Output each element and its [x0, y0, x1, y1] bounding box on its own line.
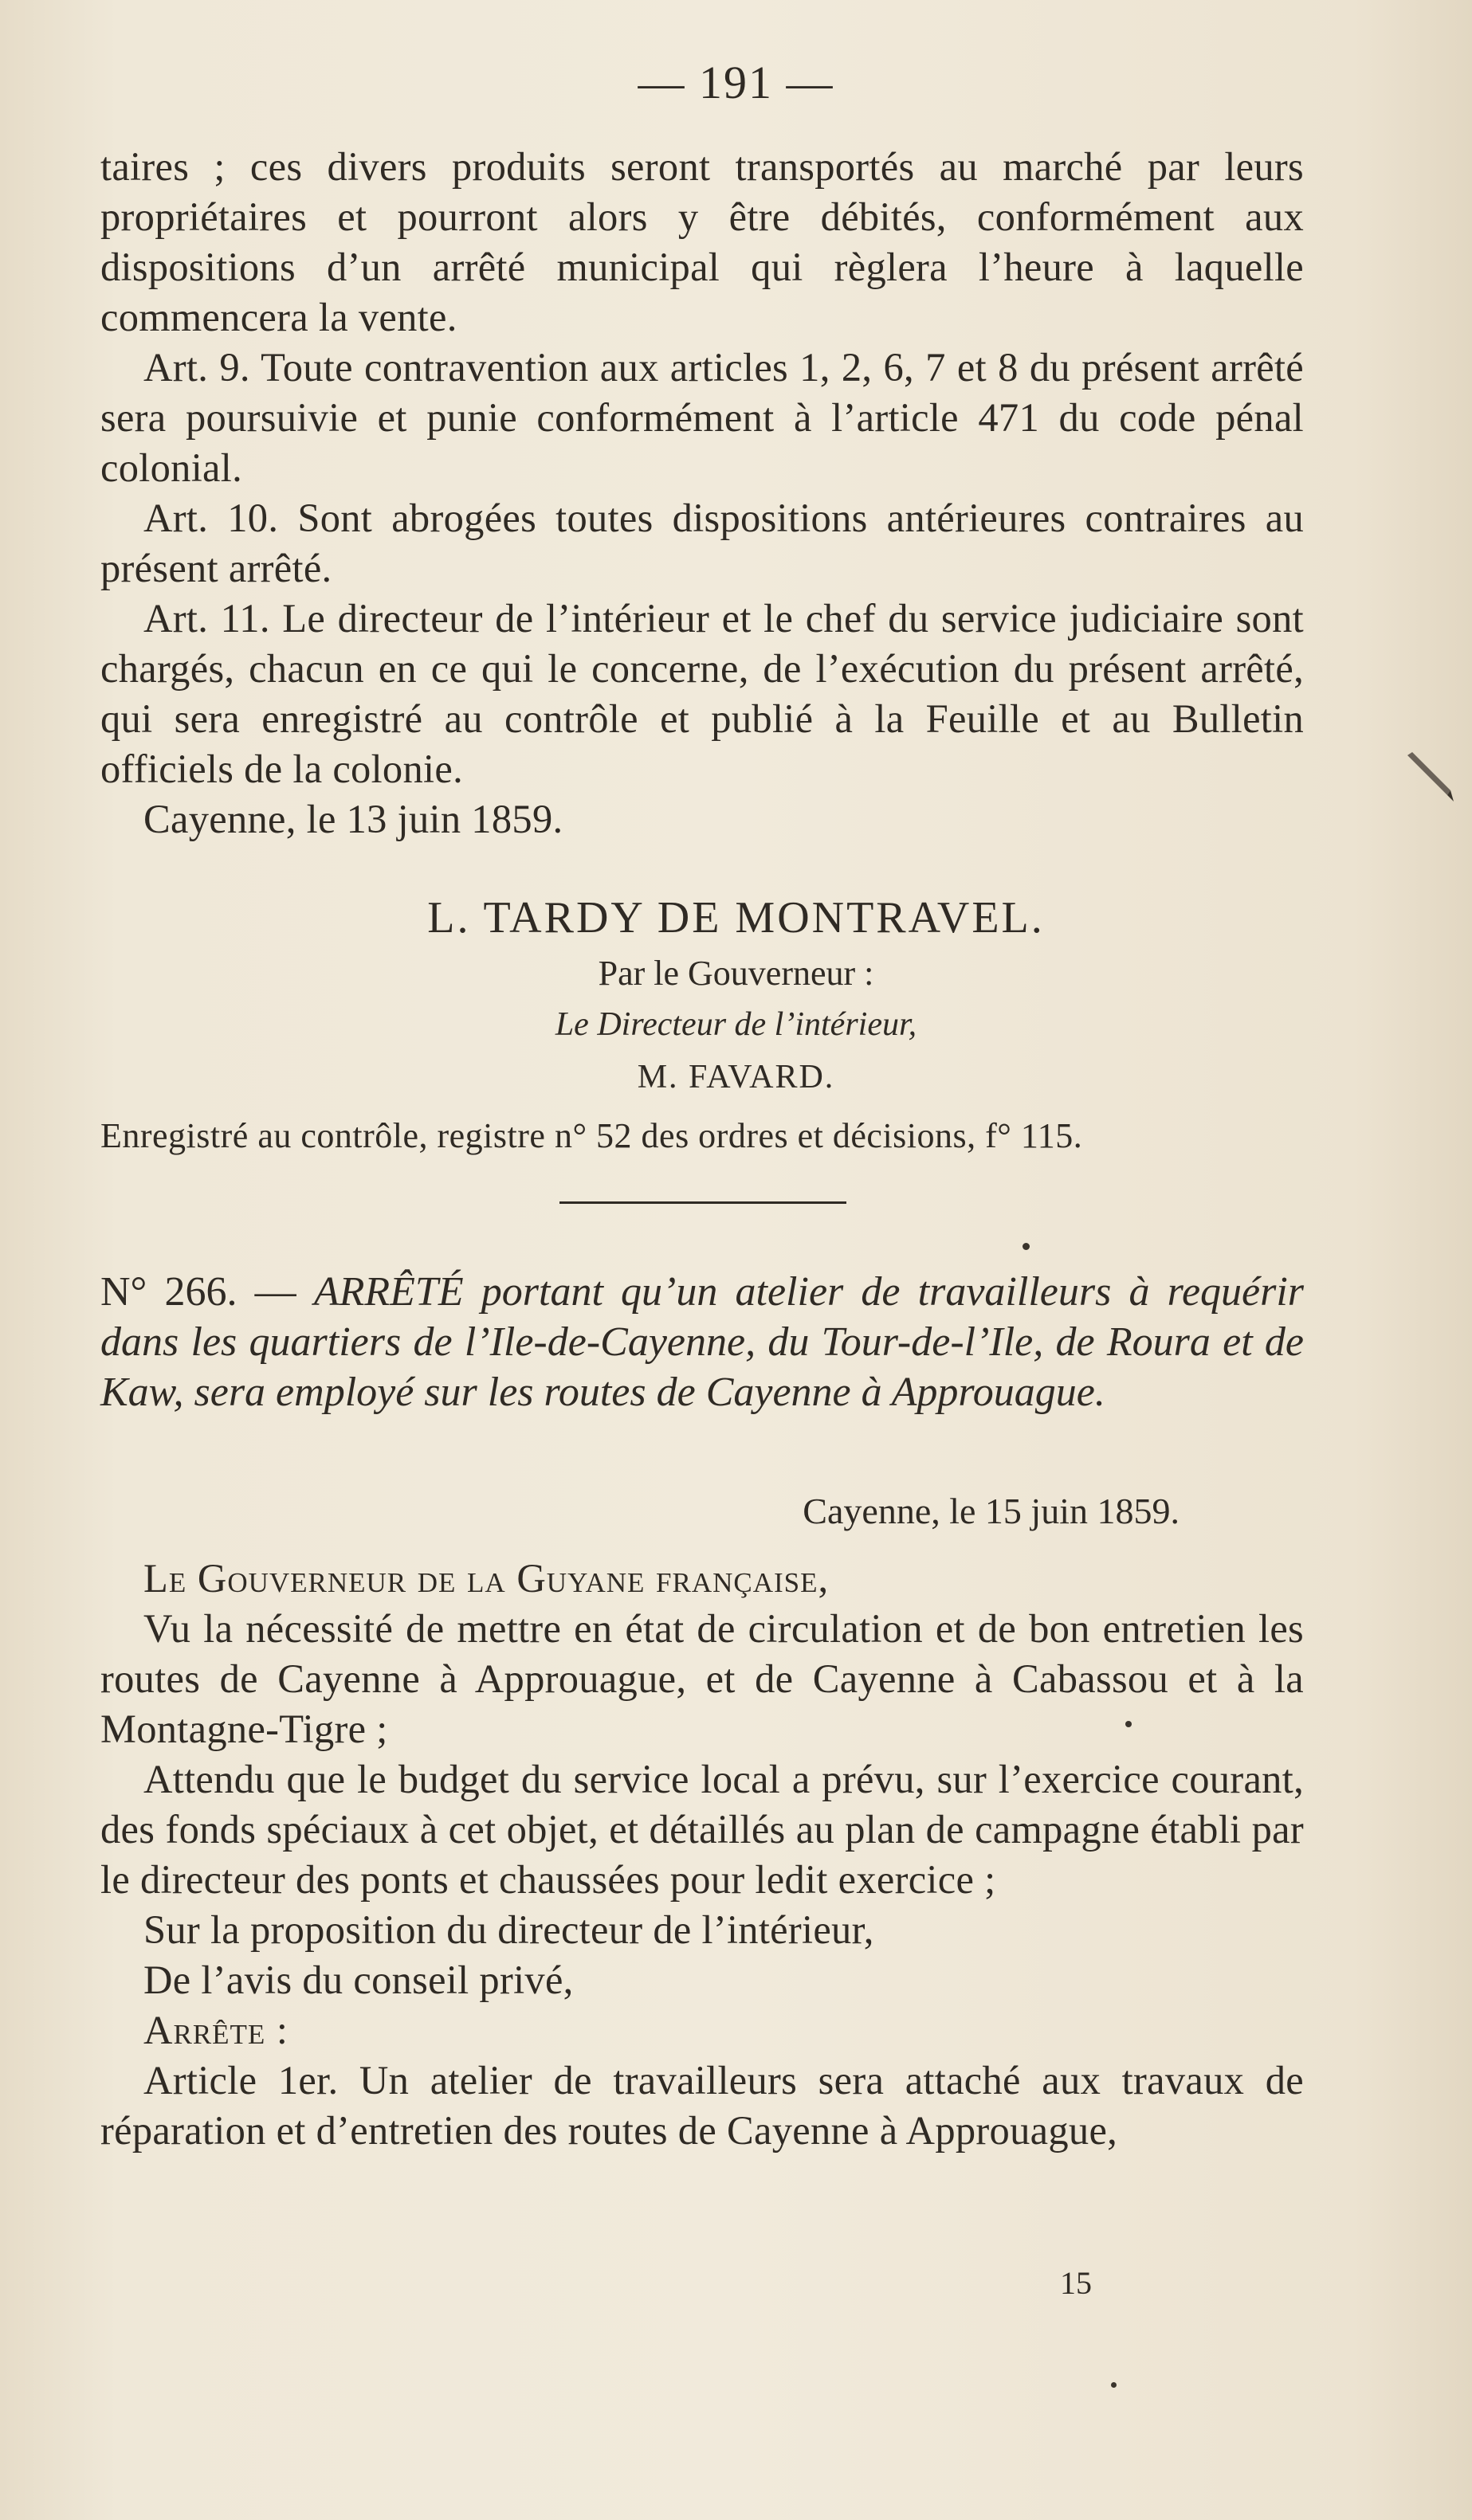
article-11: Art. 11. Le directeur de l’intérieur et le chef du service judiciaire sont chargés, chacun en ce qui le concerne, de l’exécution du présent arrêté, qui sera enregistré au contrôle et publié à la Feuille et au Bulletin officiels de la colonie. [100, 596, 1304, 791]
director-title: Le Directeur de l’intérieur, [555, 1006, 917, 1043]
article-1: Article 1er. Un atelier de travailleurs sera attaché aux travaux de réparation et d’entretien des routes de Cayenne à Approuague, [100, 2058, 1304, 2153]
ink-speck [1111, 2382, 1117, 2388]
arrete-body [100, 1554, 1304, 2156]
governor-line: Le Gouverneur de la Guyane française, [143, 1556, 830, 1601]
by-governor-line: Par le Gouverneur : [598, 954, 874, 993]
arrete-title-caps: ARRÊTÉ [313, 1269, 464, 1315]
article-10: Art. 10. Sont abrogées toutes dispositions antérieures contraires au présent arrêté. [100, 496, 1304, 590]
signatory-name: L. TARDY DE MONTRAVEL. [427, 893, 1045, 943]
continuation-paragraph [100, 142, 1304, 343]
ink-speck [1125, 1721, 1132, 1727]
director-name: M. FAVARD. [637, 1059, 835, 1095]
considerant-2: Attendu que le budget du service local a prévu, sur l’exercice courant, des fonds spéciaux à cet objet, et détaillés au plan de campagne établi par le directeur des ponts et chaussées pour ledit exercice ; [100, 1757, 1304, 1902]
considerant-3: Sur la proposition du directeur de l’intérieur, [143, 1907, 874, 1952]
considerant-4: De l’avis du conseil privé, [143, 1958, 574, 2002]
section-divider [559, 1201, 846, 1204]
signature-mark: 15 [1060, 2265, 1092, 2301]
page-number: — 191 — [638, 57, 834, 108]
arrete-label: Arrête : [143, 2008, 289, 2052]
registration-note: Enregistré au contrôle, registre n° 52 des ordres et décisions, f° 115. [100, 1116, 1083, 1155]
arrete-heading [100, 1267, 1304, 1417]
pen-mark-icon [1401, 749, 1457, 805]
ink-speck [1023, 1243, 1030, 1250]
arrete-title-rest: portant qu’un atelier de travailleurs à requérir dans les quartiers de l’Ile-de-Cayenne, du Tour-de-l’Ile, de Roura et de Kaw, sera employé sur les routes de Cayenne à Approuague. [100, 1269, 1305, 1415]
closing-place-date: Cayenne, le 13 juin 1859. [143, 797, 563, 841]
arrete-place-date: Cayenne, le 15 juin 1859. [803, 1491, 1180, 1531]
continuation-text: taires ; ces divers produits seront transportés au marché par leurs propriétaires et pourront alors y être débités, conformément aux dispositions d’un arrêté municipal qui règlera l’heure à laquelle commencera la vente. [100, 144, 1304, 339]
previous-articles [100, 343, 1304, 845]
considerant-1: Vu la nécessité de mettre en état de circulation et de bon entretien les routes de Cayenne à Approuague, et de Cayenne à Cabassou et à la Montagne-Tigre ; [100, 1606, 1304, 1751]
arrete-number: N° 266. — [100, 1269, 296, 1315]
article-9: Art. 9. Toute contravention aux articles 1, 2, 6, 7 et 8 du présent arrêté sera poursuivie et punie conformément à l’article 471 du code pénal colonial. [100, 345, 1304, 490]
